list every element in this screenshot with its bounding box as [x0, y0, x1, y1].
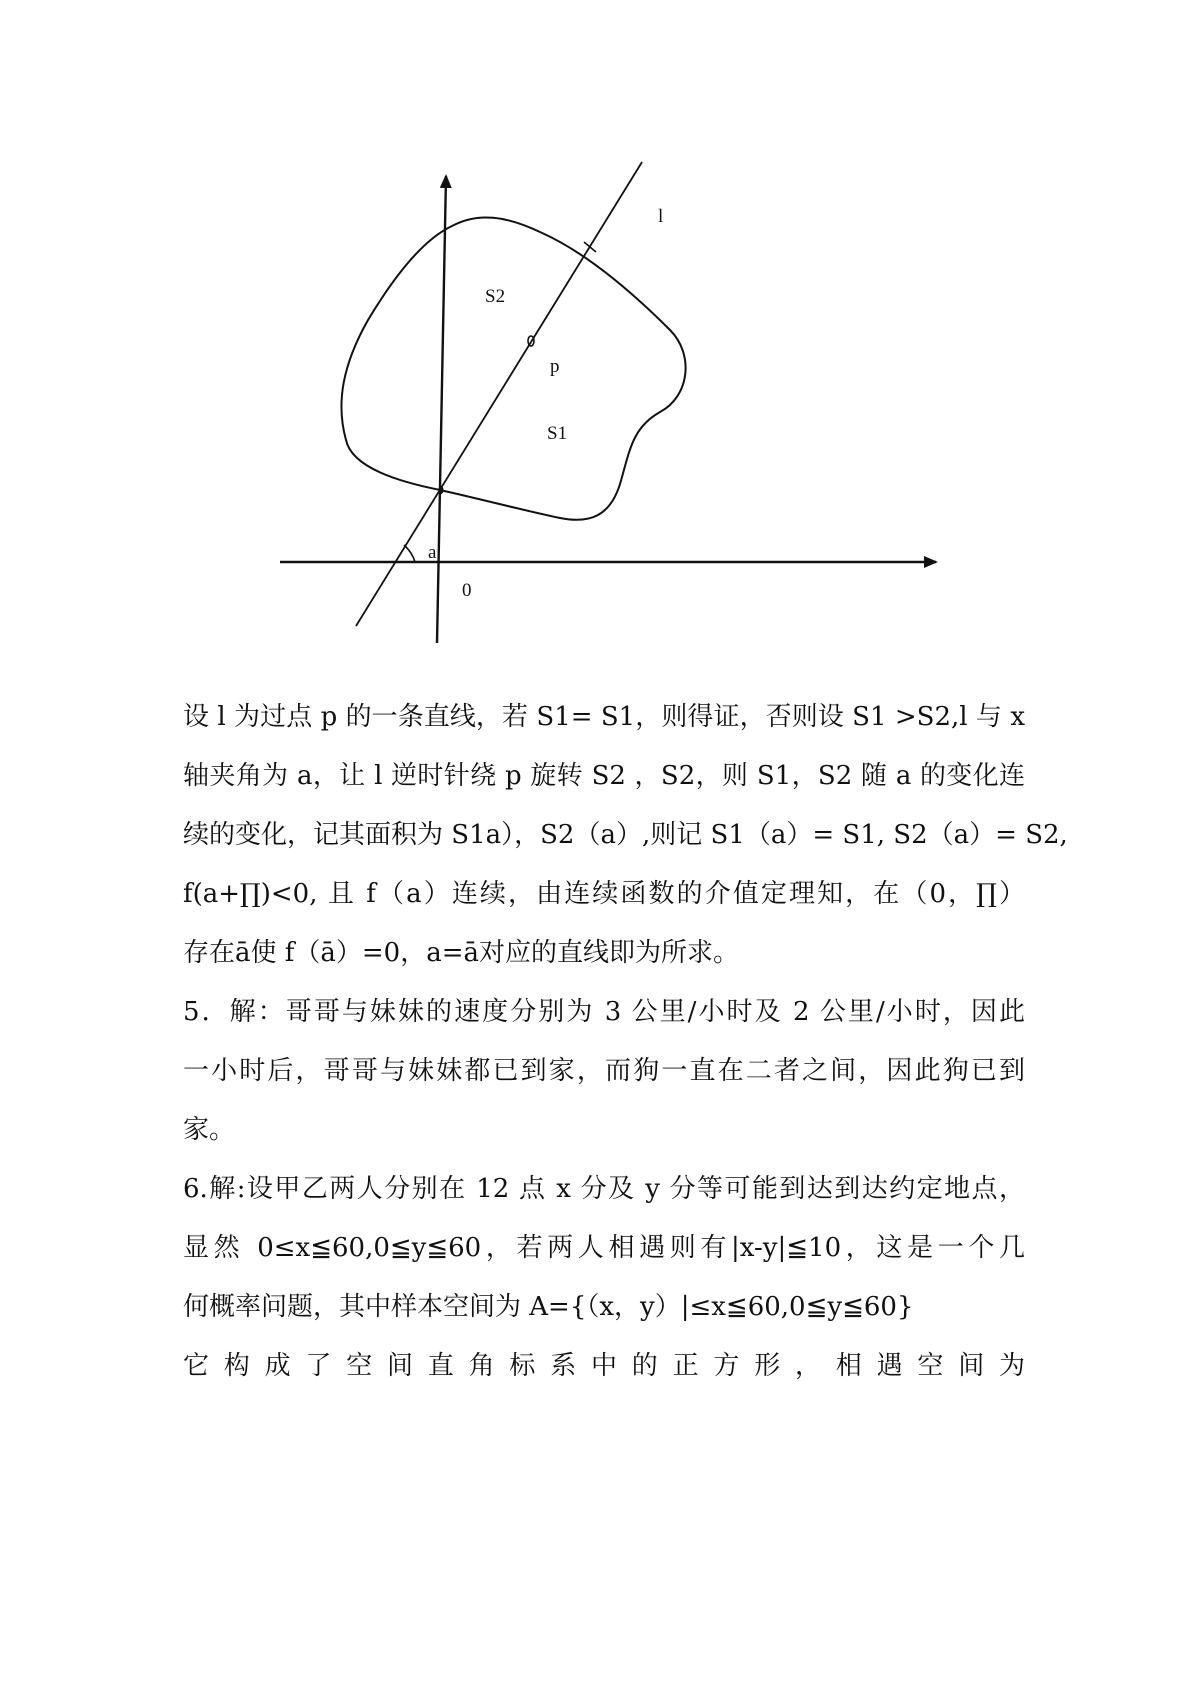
region-s2-label: S2 — [485, 286, 506, 307]
text-line: 一小时后，哥哥与妹妹都已到家，而狗一直在二者之间，因此狗已到 — [183, 1056, 1025, 1086]
line-l-tick — [584, 242, 596, 252]
text-line: 6.解:设甲乙两人分别在 12 点 x 分及 y 分等可能到达到达约定地点， — [183, 1174, 1025, 1204]
text-line: 续的变化，记其面积为 S1a），S2（a）,则记 S1（a）= S1, S2（a）= S2, — [183, 820, 1068, 850]
text-line: 存在ā使 f（ā）=0，a=ā对应的直线即为所求。 — [183, 938, 740, 968]
text-line: 何概率问题，其中样本空间为 A={（x，y）|≤x≦60,0≦y≦60} — [183, 1292, 914, 1322]
angle-arc — [404, 545, 415, 562]
geometry-figure — [0, 0, 1200, 660]
text-line: f(a+∏)<0, 且 f（a）连续，由连续函数的介值定理知，在（0，∏） — [183, 879, 1025, 909]
text-line: 它 构 成 了 空 间 直 角 标 系 中 的 正 方 形 ， 相 遇 空 间 为 — [183, 1351, 1025, 1381]
region-s1-label: S1 — [547, 423, 568, 444]
closed-region-boundary — [341, 217, 685, 519]
text-line: 显然 0≤x≦60,0≦y≦60，若两人相遇则有|x-y|≦10，这是一个几 — [183, 1233, 1025, 1263]
text-line: 5．解：哥哥与妹妹的速度分别为 3 公里/小时及 2 公里/小时，因此 — [183, 997, 1025, 1027]
angle-a-label: a — [428, 542, 437, 563]
line-l-label: l — [658, 206, 664, 227]
text-line: 设 l 为过点 p 的一条直线，若 S1= S1，则得证，否则设 S1 >S2,l 与 x — [183, 702, 1025, 732]
line-l — [356, 162, 642, 626]
text-line: 轴夹角为 a，让 l 逆时针绕 p 旋转 S2 ，S2，则 S1，S2 随 a 的变化连 — [183, 761, 1025, 791]
figure-canvas — [0, 0, 1200, 660]
intersection-marker — [439, 486, 444, 494]
point-p-label: p — [550, 356, 560, 377]
text-line: 家。 — [183, 1115, 236, 1145]
body-text — [183, 688, 1068, 1396]
origin-label: 0 — [462, 580, 472, 601]
y-axis — [437, 176, 446, 643]
